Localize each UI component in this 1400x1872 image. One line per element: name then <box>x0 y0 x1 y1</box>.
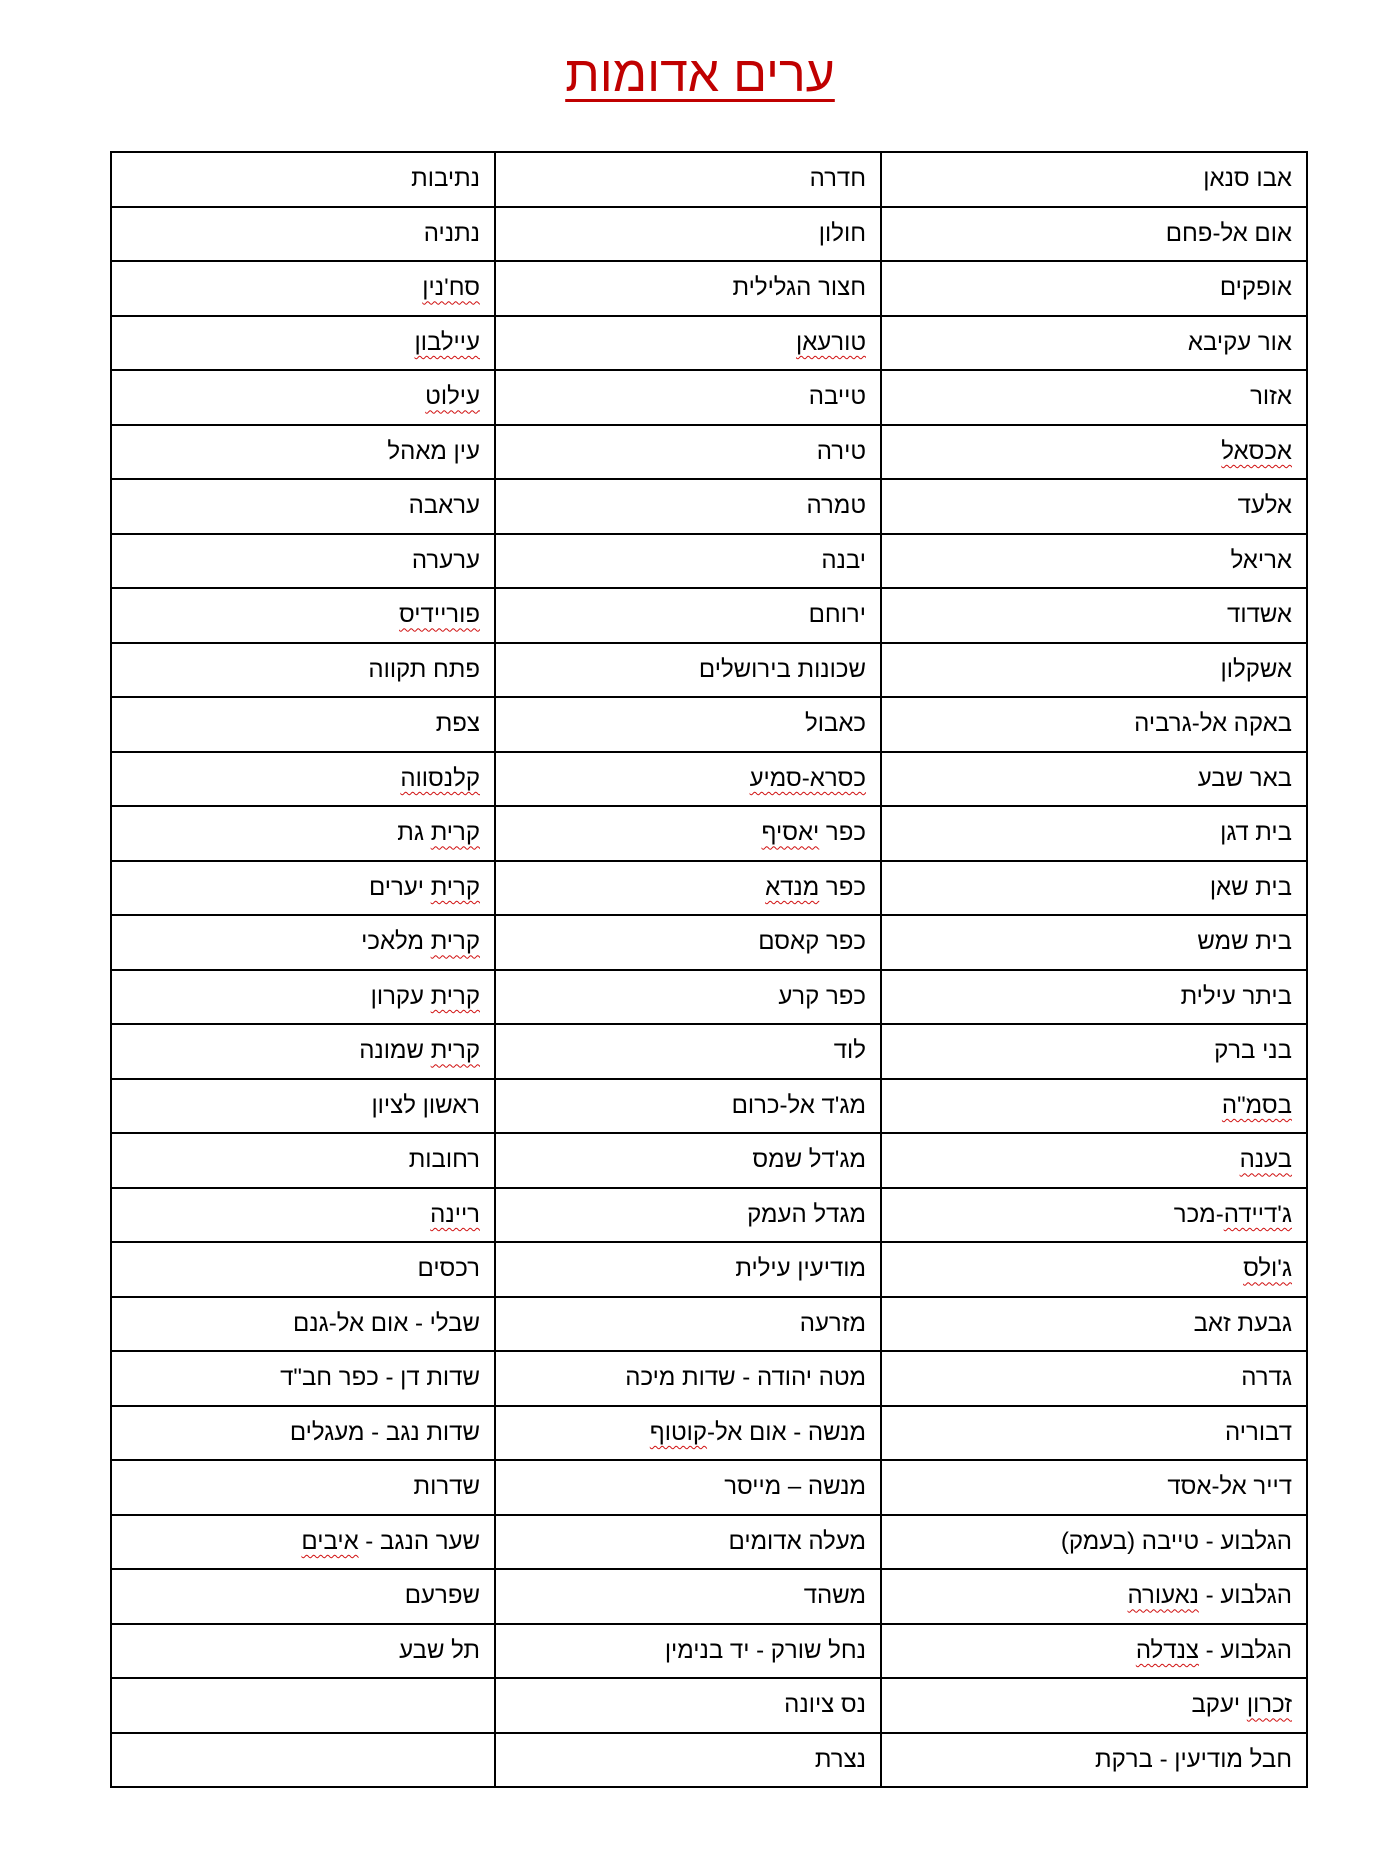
city-name: עראבה <box>408 492 480 520</box>
city-cell <box>111 1297 495 1352</box>
city-name: סח'נין <box>422 274 480 302</box>
city-name: נתניה <box>423 219 480 247</box>
city-cell <box>495 1242 881 1297</box>
city-cell <box>111 207 495 262</box>
city-name: עיילבון <box>414 328 480 356</box>
city-cell <box>881 861 1307 916</box>
city-cell <box>111 316 495 371</box>
city-cell <box>111 261 495 316</box>
city-cell <box>495 1678 881 1733</box>
city-cell <box>881 1515 1307 1570</box>
city-cell <box>111 1351 495 1406</box>
table-row <box>111 1079 1307 1134</box>
city-cell <box>881 1733 1307 1788</box>
city-cell <box>495 1569 881 1624</box>
city-cell <box>881 806 1307 861</box>
city-name: כאבול <box>805 710 866 738</box>
city-cell <box>111 588 495 643</box>
city-name: בית שאן <box>1209 873 1292 901</box>
city-cell <box>495 1188 881 1243</box>
city-name: מג'ד אל-כרום <box>731 1091 866 1119</box>
city-name: שער הנגב - איבים <box>301 1527 480 1555</box>
city-name: חולון <box>818 219 866 247</box>
city-cell <box>881 1678 1307 1733</box>
cities-table-body <box>111 152 1307 1787</box>
city-name: בני ברק <box>1214 1037 1292 1065</box>
table-row <box>111 1624 1307 1679</box>
table-row <box>111 588 1307 643</box>
city-name: שדות נגב - מעגלים <box>289 1418 480 1446</box>
table-row <box>111 425 1307 480</box>
city-name: באר שבע <box>1197 764 1292 792</box>
city-name: קרית מלאכי <box>361 928 480 956</box>
city-name: רכסים <box>417 1255 480 1283</box>
city-name: נס ציונה <box>784 1691 866 1719</box>
city-cell <box>111 1515 495 1570</box>
city-name: טייבה <box>808 383 866 411</box>
city-cell <box>495 1515 881 1570</box>
city-cell <box>495 752 881 807</box>
city-cell <box>881 588 1307 643</box>
city-cell <box>111 861 495 916</box>
city-cell <box>111 1079 495 1134</box>
city-cell <box>881 970 1307 1025</box>
city-cell <box>495 207 881 262</box>
city-cell <box>495 534 881 589</box>
city-name: יבנה <box>821 546 866 574</box>
city-cell <box>495 861 881 916</box>
table-row <box>111 1733 1307 1788</box>
city-name: משהד <box>803 1582 866 1610</box>
city-name: שדות דן - כפר חב"ד <box>280 1364 480 1392</box>
city-cell <box>111 915 495 970</box>
city-cell <box>881 1297 1307 1352</box>
city-name: אור עקיבא <box>1187 328 1292 356</box>
city-name: באקה אל-גרביה <box>1134 710 1292 738</box>
city-cell <box>881 1351 1307 1406</box>
city-cell <box>881 915 1307 970</box>
city-cell <box>111 643 495 698</box>
city-cell <box>881 207 1307 262</box>
city-name: שבלי - אום אל-גנם <box>293 1309 480 1337</box>
table-row <box>111 1406 1307 1461</box>
city-cell <box>881 425 1307 480</box>
city-cell <box>495 261 881 316</box>
city-name: ג'ולס <box>1243 1255 1292 1283</box>
city-name: ירוחם <box>808 601 866 629</box>
cities-table <box>110 151 1308 1788</box>
city-cell <box>495 970 881 1025</box>
city-cell <box>111 534 495 589</box>
city-cell <box>111 479 495 534</box>
city-cell <box>111 1733 495 1788</box>
city-name: אבו סנאן <box>1203 165 1292 193</box>
city-name: מזרעה <box>799 1309 866 1337</box>
city-cell <box>881 1569 1307 1624</box>
city-cell <box>881 1133 1307 1188</box>
city-cell <box>495 643 881 698</box>
city-cell <box>111 970 495 1025</box>
table-row <box>111 697 1307 752</box>
city-name: בסמ"ה <box>1221 1091 1292 1119</box>
city-name: הגלבוע - צנדלה <box>1135 1636 1292 1664</box>
city-cell <box>111 752 495 807</box>
table-row <box>111 970 1307 1025</box>
city-cell <box>881 643 1307 698</box>
table-row <box>111 316 1307 371</box>
city-cell <box>111 1569 495 1624</box>
city-name: לוד <box>833 1037 866 1065</box>
table-row <box>111 479 1307 534</box>
city-cell <box>881 1624 1307 1679</box>
city-name: אלעד <box>1237 492 1292 520</box>
city-cell <box>881 752 1307 807</box>
city-cell <box>881 1460 1307 1515</box>
city-name: קרית גת <box>397 819 480 847</box>
city-cell <box>495 1133 881 1188</box>
table-row <box>111 861 1307 916</box>
city-cell <box>881 1024 1307 1079</box>
table-row <box>111 1188 1307 1243</box>
city-cell <box>111 425 495 480</box>
table-row <box>111 1024 1307 1079</box>
city-name: טירה <box>816 437 866 465</box>
city-name: דייר אל-אסד <box>1167 1473 1292 1501</box>
city-cell <box>111 1133 495 1188</box>
city-name: אכסאל <box>1221 437 1292 465</box>
city-cell <box>881 1188 1307 1243</box>
city-cell <box>495 1460 881 1515</box>
city-cell <box>495 915 881 970</box>
table-row <box>111 643 1307 698</box>
city-cell <box>111 1460 495 1515</box>
table-row <box>111 1569 1307 1624</box>
table-row <box>111 1351 1307 1406</box>
table-row <box>111 1133 1307 1188</box>
city-name: פתח תקווה <box>368 655 480 683</box>
city-cell <box>495 1406 881 1461</box>
city-cell <box>111 1678 495 1733</box>
city-name: קרית עקרון <box>370 982 480 1010</box>
city-name: כסרא-סמיע <box>749 764 866 792</box>
city-cell <box>495 152 881 207</box>
city-cell <box>111 1024 495 1079</box>
city-cell <box>111 370 495 425</box>
city-name: רחובות <box>408 1146 480 1174</box>
city-name: קרית יערים <box>368 873 480 901</box>
city-name: מגדל העמק <box>747 1200 866 1228</box>
city-cell <box>881 152 1307 207</box>
city-cell <box>495 806 881 861</box>
city-cell <box>111 1624 495 1679</box>
city-name: מנשה – מייסר <box>724 1473 866 1501</box>
city-name: פוריידיס <box>399 601 480 629</box>
city-cell <box>881 370 1307 425</box>
table-row <box>111 152 1307 207</box>
city-name: מעלה אדומים <box>728 1527 866 1555</box>
document-title: ערים אדומות <box>565 46 835 102</box>
city-cell <box>881 479 1307 534</box>
table-row <box>111 534 1307 589</box>
city-name: הגלבוע - טייבה (בעמק) <box>1060 1527 1292 1555</box>
table-row <box>111 261 1307 316</box>
city-name: כפר קרע <box>778 982 866 1010</box>
city-cell <box>111 806 495 861</box>
city-cell <box>111 697 495 752</box>
city-cell <box>111 1406 495 1461</box>
city-cell <box>495 479 881 534</box>
city-name: גדרה <box>1241 1364 1292 1392</box>
table-row <box>111 207 1307 262</box>
city-name: שדרות <box>413 1473 480 1501</box>
city-name: זכרון יעקב <box>1191 1691 1292 1719</box>
city-cell <box>495 1733 881 1788</box>
city-cell <box>881 1079 1307 1134</box>
city-cell <box>111 1242 495 1297</box>
city-cell <box>495 1351 881 1406</box>
city-cell <box>881 1406 1307 1461</box>
city-cell <box>495 370 881 425</box>
city-name: תל שבע <box>399 1636 480 1664</box>
city-name: גבעת זאב <box>1193 1309 1292 1337</box>
table-row <box>111 915 1307 970</box>
city-name: טמרה <box>806 492 866 520</box>
city-name: הגלבוע - נאעורה <box>1127 1582 1292 1610</box>
city-name: צפת <box>435 710 480 738</box>
city-name: ביתר עילית <box>1180 982 1292 1010</box>
city-name: עין מאהל <box>387 437 480 465</box>
city-name: אום אל-פחם <box>1165 219 1292 247</box>
city-cell <box>495 1024 881 1079</box>
table-row <box>111 1678 1307 1733</box>
table-row <box>111 1297 1307 1352</box>
city-cell <box>495 1297 881 1352</box>
city-name: דבוריה <box>1225 1418 1292 1446</box>
city-cell <box>881 534 1307 589</box>
city-cell <box>495 588 881 643</box>
city-name: אשדוד <box>1227 601 1292 629</box>
city-name: בענה <box>1239 1146 1292 1174</box>
city-cell <box>495 697 881 752</box>
city-name: חבל מודיעין - ברקת <box>1095 1745 1292 1773</box>
city-name: שפרעם <box>404 1582 480 1610</box>
city-name: ריינה <box>430 1200 480 1228</box>
city-name: נצרת <box>814 1745 866 1773</box>
city-cell <box>495 425 881 480</box>
table-row <box>111 806 1307 861</box>
city-name: ערערה <box>411 546 480 574</box>
city-name: שכונות בירושלים <box>698 655 866 683</box>
document-title-block <box>0 45 1400 103</box>
city-cell <box>881 1242 1307 1297</box>
city-cell <box>881 261 1307 316</box>
city-name: נתיבות <box>411 165 480 193</box>
city-cell <box>881 316 1307 371</box>
city-name: מטה יהודה - שדות מיכה <box>625 1364 866 1392</box>
city-name: ג'דיידה-מכר <box>1173 1200 1292 1228</box>
city-name: עילוט <box>425 383 480 411</box>
city-cell <box>881 697 1307 752</box>
city-name: כפר מנדא <box>765 873 866 901</box>
table-row <box>111 1460 1307 1515</box>
table-row <box>111 1515 1307 1570</box>
city-name: חדרה <box>809 165 866 193</box>
table-row <box>111 1242 1307 1297</box>
city-name: קרית שמונה <box>359 1037 480 1065</box>
city-name: ראשון לציון <box>371 1091 480 1119</box>
city-name: כפר קאסם <box>758 928 866 956</box>
city-name: טורעאן <box>796 328 866 356</box>
city-cell <box>111 1188 495 1243</box>
city-name: נחל שורק - יד בנימין <box>664 1636 866 1664</box>
city-name: מנשה - אום אל-קוטוף <box>649 1418 866 1446</box>
city-name: מג'דל שמס <box>752 1146 866 1174</box>
table-row <box>111 752 1307 807</box>
city-name: אופקים <box>1219 274 1292 302</box>
city-name: אזור <box>1250 383 1292 411</box>
city-cell <box>495 316 881 371</box>
city-cell <box>495 1079 881 1134</box>
table-row <box>111 370 1307 425</box>
city-name: בית דגן <box>1220 819 1292 847</box>
city-cell <box>495 1624 881 1679</box>
city-cell <box>111 152 495 207</box>
city-name: קלנסווה <box>400 764 480 792</box>
city-name: בית שמש <box>1197 928 1292 956</box>
city-name: אריאל <box>1230 546 1292 574</box>
city-name: מודיעין עילית <box>735 1255 866 1283</box>
city-name: אשקלון <box>1220 655 1292 683</box>
city-name: חצור הגלילית <box>732 274 866 302</box>
city-name: כפר יאסיף <box>761 819 866 847</box>
